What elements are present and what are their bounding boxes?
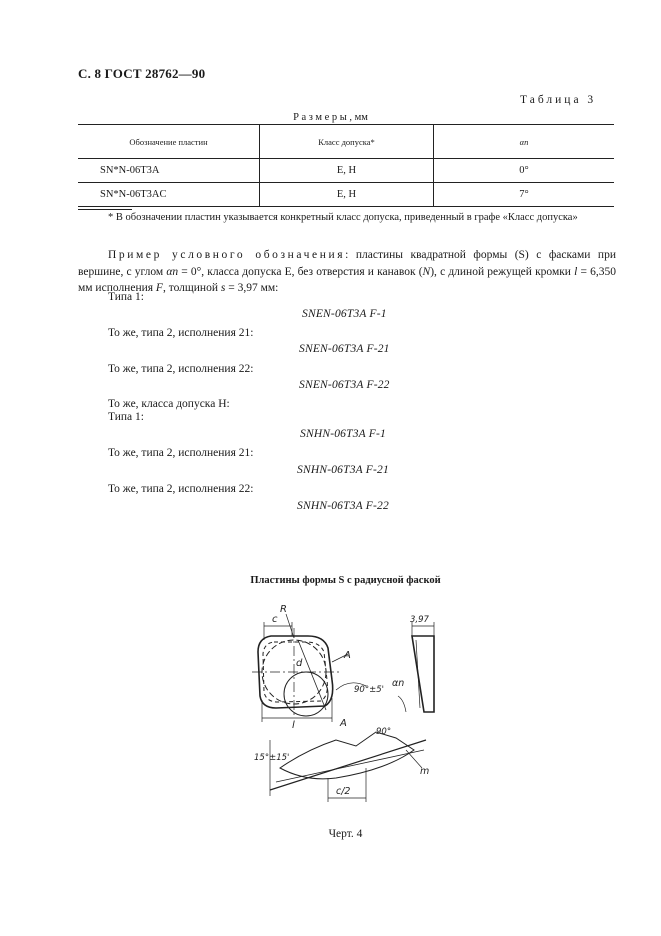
example-item-code: SNHN-06T3A F-21: [297, 464, 389, 476]
label-a-section: A: [340, 718, 347, 729]
example-item-code: SNEN-06T3A F-22: [299, 379, 390, 391]
example-item-code: SNHN-06T3A F-22: [297, 500, 389, 512]
example-item-label: То же, типа 2, исполнения 22:: [108, 363, 254, 375]
section-contour: [280, 732, 414, 779]
label-angle-15: 15°±15': [254, 753, 290, 763]
example-text: ), с длиной режущей кромки: [430, 265, 575, 278]
side-hatch: [416, 640, 420, 708]
section-base-line: [270, 740, 426, 790]
example-item-label: То же, класса допуска H:: [108, 398, 230, 410]
table-cell: 7°: [434, 183, 615, 207]
example-item-code: SNEN-06T3A F-1: [302, 308, 387, 320]
cutting-edge-line: [276, 750, 424, 782]
label-c: c: [272, 614, 278, 625]
example-text: = 3,97 мм:: [225, 282, 279, 294]
dimensions-table: [78, 124, 614, 207]
example-text: : пластины квадратной формы (S) с фасками при вершине, с углом: [78, 249, 616, 278]
label-r: R: [280, 604, 287, 615]
table-cell: 0°: [434, 159, 615, 183]
label-angle-top: 90°±5': [354, 685, 384, 695]
label-thickness: 3,97: [410, 615, 429, 625]
column-header: Класс допуска*: [260, 125, 434, 159]
example-symbol: l: [574, 265, 578, 278]
alpha-n-symbol: αn: [519, 136, 529, 147]
label-a-top: A: [344, 650, 351, 661]
label-d: d: [296, 658, 303, 669]
example-symbol: s: [220, 282, 226, 294]
footnote-divider: [78, 209, 132, 210]
insert-drawing: [236, 600, 446, 810]
example-symbol: N: [422, 265, 431, 278]
table-cell: E, H: [260, 183, 434, 207]
table-cell: SN*N-06T3A: [78, 159, 260, 183]
diameter-line: [298, 640, 326, 710]
label-m: m: [420, 766, 430, 777]
table-title-unit: , мм: [349, 112, 368, 123]
example-item-label: Типа 1:: [108, 411, 144, 423]
column-header: Обозначение пластин: [78, 125, 260, 159]
hole-circle: [284, 672, 328, 716]
example-text: = 0°, класса допуска E, без отверстия и канавок (: [178, 265, 423, 278]
example-item-label: Типа 1:: [108, 291, 144, 303]
table-title: [0, 112, 661, 123]
alpha-symbol: αn: [166, 265, 179, 278]
label-alpha-n: αn: [392, 678, 405, 689]
example-text: , толщиной: [162, 282, 221, 294]
example-item-label: То же, типа 2, исполнения 21:: [108, 327, 254, 339]
figure-title: Пластины формы S с радиусной фаской: [250, 575, 441, 586]
table-cell: E, H: [260, 159, 434, 183]
example-item-code: SNEN-06T3A F-21: [299, 343, 390, 355]
table-label: Таблица 3: [520, 94, 597, 106]
insert-side-view: [412, 636, 434, 712]
footnote: * В обозначении пластин указывается конкретный класс допуска, приведенный в графе «Класс допуска»: [108, 212, 578, 223]
example-item-code: SNHN-06T3A F-1: [300, 428, 386, 440]
example-text: = 6,350 мм исполнения: [78, 265, 616, 294]
label-angle-90: 90°: [376, 727, 392, 737]
label-l: l: [292, 720, 295, 731]
table-row: [78, 183, 614, 207]
example-item-label: То же, типа 2, исполнения 21:: [108, 447, 254, 459]
table-row: [78, 159, 614, 183]
figure-caption: Черт. 4: [328, 828, 363, 840]
alpha-arc: [398, 696, 406, 712]
example-symbol: F: [155, 282, 163, 294]
example-paragraph: [78, 247, 616, 297]
table-title-word: Размеры: [293, 112, 350, 123]
table-header-row: [78, 125, 614, 159]
page-header: С. 8 ГОСТ 28762—90: [78, 66, 206, 81]
example-item-label: То же, типа 2, исполнения 22:: [108, 483, 254, 495]
example-heading: Пример условного обозначения: [108, 249, 346, 261]
label-c-half: c/2: [336, 786, 351, 797]
table-cell: SN*N-06T3AC: [78, 183, 260, 207]
column-header: [434, 125, 615, 159]
